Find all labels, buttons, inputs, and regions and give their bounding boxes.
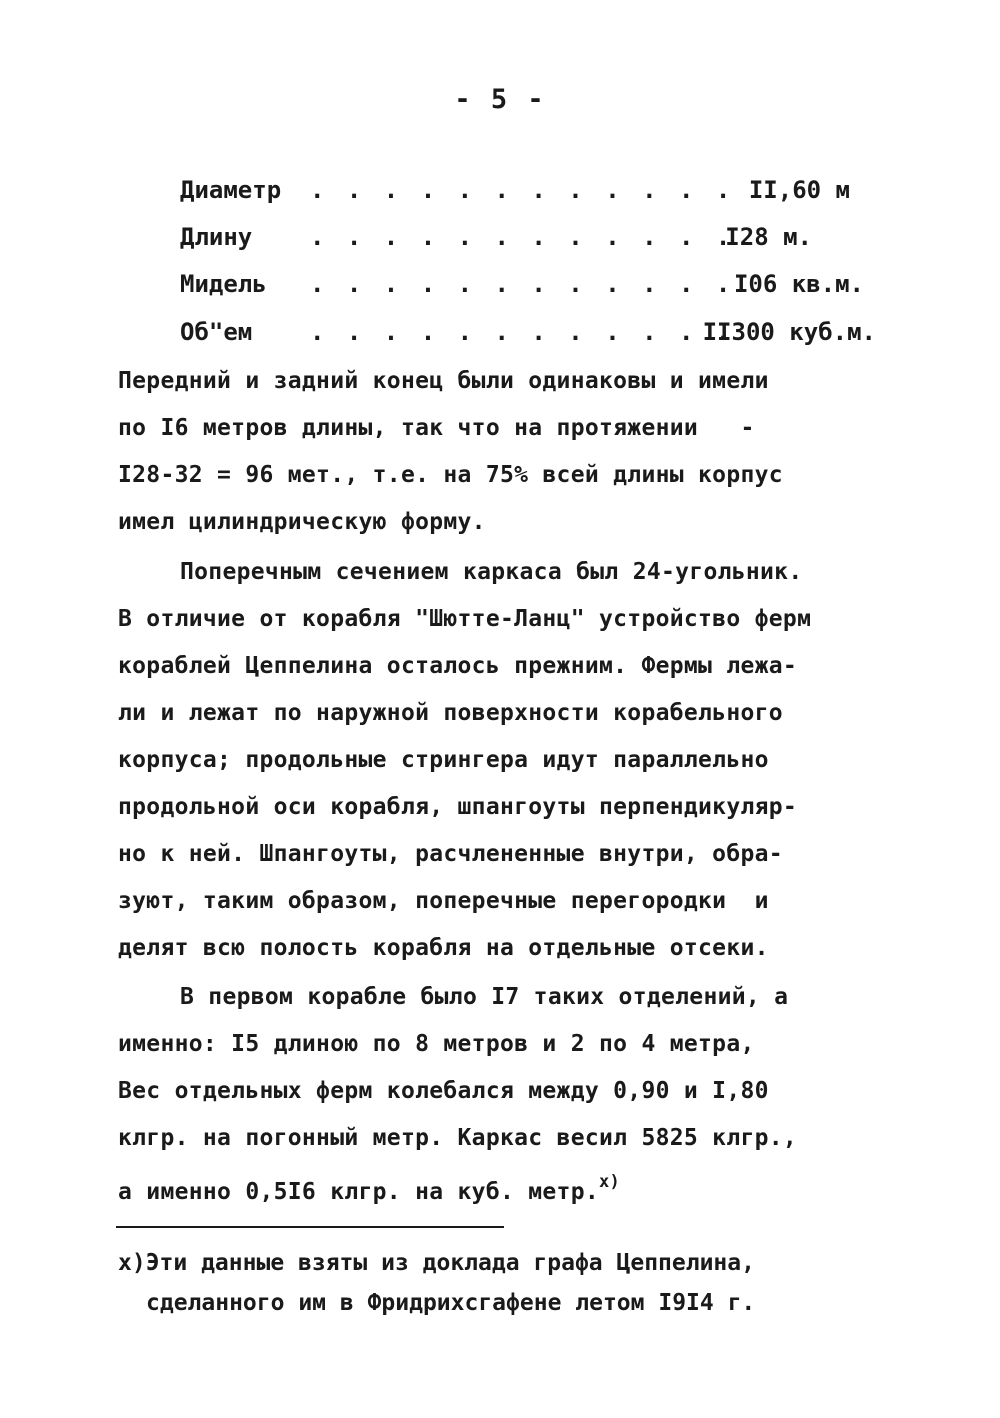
- spec-label: Об"ем: [180, 318, 253, 346]
- text-line: корпуса; продольные стрингера идут параллельно: [118, 747, 769, 773]
- text-line: I28-32 = 96 мет., т.е. на 75% всей длины корпус: [118, 462, 783, 488]
- spec-label: Мидель: [180, 270, 267, 298]
- spec-dots: . . . . . . . . . . . .: [310, 223, 735, 251]
- spec-label: Диаметр: [180, 176, 282, 204]
- text-line: зуют, таким образом, поперечные перегородки и: [118, 888, 769, 914]
- text-line: именно: I5 длиною по 8 метров и 2 по 4 метра,: [118, 1031, 755, 1057]
- text-line: В первом корабле было I7 таких отделений, а: [180, 984, 789, 1010]
- footnote-reference: x): [599, 1172, 621, 1192]
- spec-row-volume: [180, 318, 880, 352]
- spec-label: Длину: [180, 223, 253, 251]
- footnote-text: x)Эти данные взяты из доклада графа Цеппелина,: [118, 1250, 755, 1276]
- text-line: по I6 метров длины, так что на протяжении -: [118, 415, 755, 441]
- spec-value: I28 м.: [725, 223, 812, 251]
- spec-dots: . . . . . . . . . . . .: [310, 270, 735, 298]
- text-line: ли и лежат по наружной поверхности корабельного: [118, 700, 783, 726]
- spec-dots: . . . . . . . . . . . .: [310, 318, 735, 346]
- spec-value: II,60 м: [748, 176, 850, 204]
- spec-row-length: [180, 223, 880, 257]
- spec-dots: . . . . . . . . . . . .: [310, 176, 735, 204]
- footnote-text: сделанного им в Фридрихсгафене летом I9I4 г.: [146, 1290, 756, 1316]
- text-line: делят всю полость корабля на отдельные отсеки.: [118, 935, 769, 961]
- text-line: Передний и задний конец были одинаковы и имели: [118, 368, 769, 394]
- text-line: В отличие от корабля "Шютте-Ланц" устройство ферм: [118, 606, 812, 632]
- spec-row-midship: [180, 270, 880, 304]
- text-line: кораблей Цеппелина осталось прежним. Фермы лежа-: [118, 653, 798, 679]
- text-line-with-footnote-ref: [118, 1172, 620, 1205]
- page-number: - 5 -: [454, 84, 546, 115]
- spec-value: II300 куб.м.: [702, 318, 876, 346]
- footnote-divider: [116, 1226, 504, 1228]
- text-line: но к ней. Шпангоуты, расчлененные внутри, обра-: [118, 841, 783, 867]
- text-line: продольной оси корабля, шпангоуты перпендикуляр-: [118, 794, 798, 820]
- text-line: имел цилиндрическую форму.: [118, 509, 486, 535]
- text-line: Поперечным сечением каркаса был 24-угольник.: [180, 559, 803, 585]
- text-line: а именно 0,5I6 клгр. на куб. метр.: [118, 1179, 600, 1205]
- spec-value: I06 кв.м.: [733, 270, 864, 298]
- text-line: Вес отдельных ферм колебался между 0,90 и I,80: [118, 1078, 769, 1104]
- text-line: клгр. на погонный метр. Каркас весил 5825 клгр.,: [118, 1125, 798, 1151]
- spec-row-diameter: [180, 176, 880, 210]
